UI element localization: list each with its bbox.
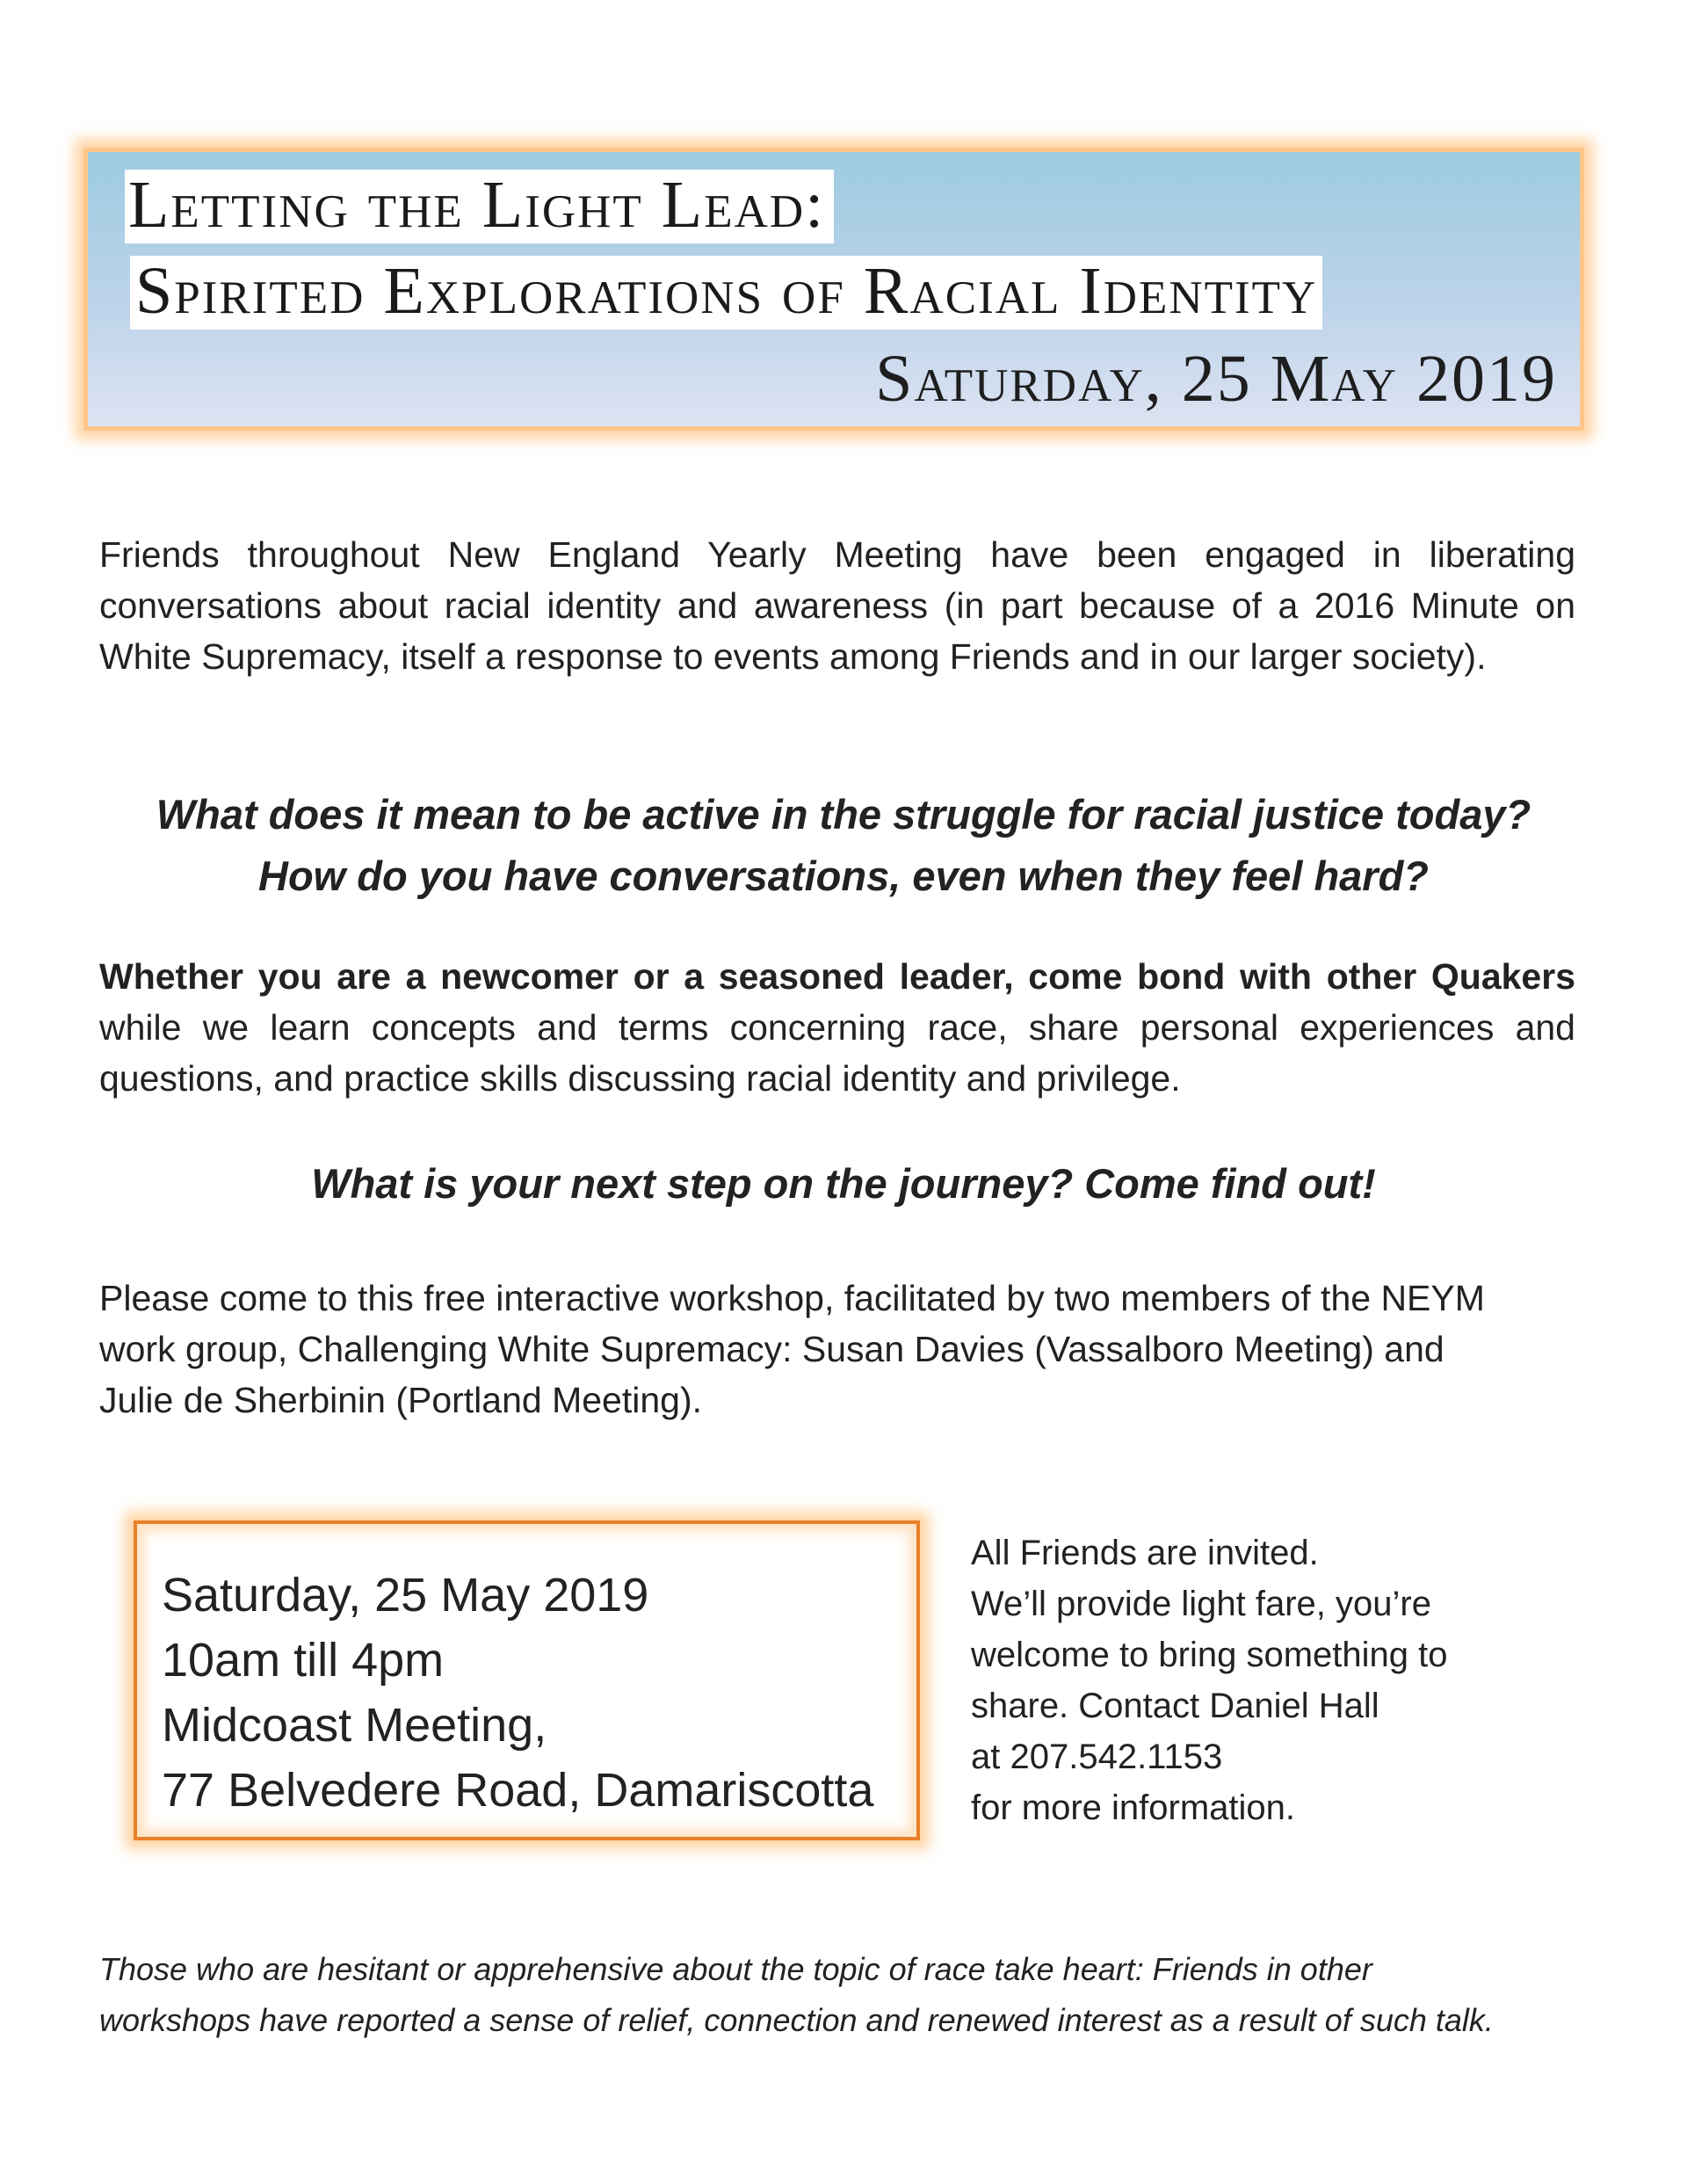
- workshop-line-1: Please come to this free interactive workshop, facilitated by two members of the NEYM: [99, 1278, 1485, 1318]
- info-line-2: We’ll provide light fare, you’re: [971, 1585, 1431, 1623]
- event-venue: Midcoast Meeting,: [162, 1699, 547, 1752]
- intro-paragraph: Friends throughout New England Yearly Meeting have been engaged in liberating conversations about racial identity and awareness (in part because of a 2016 Minute on White Supremacy, itself a response to events among Friends and in our larger society).: [99, 534, 1575, 677]
- event-date: Saturday, 25 May 2019: [162, 1569, 649, 1622]
- workshop-line-3: Julie de Sherbinin (Portland Meeting).: [99, 1380, 702, 1420]
- info-line-1: All Friends are invited.: [971, 1534, 1319, 1572]
- info-line-6: for more information.: [971, 1789, 1296, 1827]
- banner-date: Saturday, 25 May 2019: [875, 342, 1557, 416]
- footer-note: [99, 1944, 1593, 2046]
- question-line-1: What does it mean to be active in the struggle for racial justice today?: [156, 791, 1531, 838]
- workshop-paragraph: [99, 1273, 1575, 1426]
- footer-line-1: Those who are hesitant or apprehensive about the topic of race take heart: Friends in other: [99, 1951, 1372, 1987]
- info-line-5: at 207.542.1153: [971, 1738, 1223, 1776]
- workshop-line-2: work group, Challenging White Supremacy: Susan Davies (Vassalboro Meeting) and: [99, 1329, 1444, 1369]
- next-step-question: What is your next step on the journey? Come find out!: [311, 1160, 1376, 1207]
- info-line-3: welcome to bring something to: [971, 1636, 1448, 1674]
- invitation-paragraph: [99, 951, 1575, 1104]
- event-details-box: [134, 1520, 920, 1840]
- invitation-text: while we learn concepts and terms concerning race, share personal experiences and questions, and practice skills discussing racial identity and privilege.: [99, 1007, 1575, 1099]
- invitation-bold-text: Whether you are a newcomer or a seasoned leader, come bond with other Quakers: [99, 956, 1575, 997]
- footer-line-2: workshops have reported a sense of relief, connection and renewed interest as a result of such talk.: [99, 2002, 1494, 2038]
- event-address: 77 Belvedere Road, Damariscotta: [162, 1764, 874, 1817]
- title-line-1: Letting the Light Lead:: [125, 170, 834, 243]
- contact-info: [971, 1527, 1533, 1833]
- info-line-4: share. Contact Daniel Hall: [971, 1687, 1379, 1725]
- title-banner: [83, 148, 1584, 431]
- event-time: 10am till 4pm: [162, 1634, 445, 1687]
- question-line-2: How do you have conversations, even when they feel hard?: [258, 853, 1429, 899]
- title-line-2: Spirited Explorations of Racial Identity: [130, 256, 1322, 330]
